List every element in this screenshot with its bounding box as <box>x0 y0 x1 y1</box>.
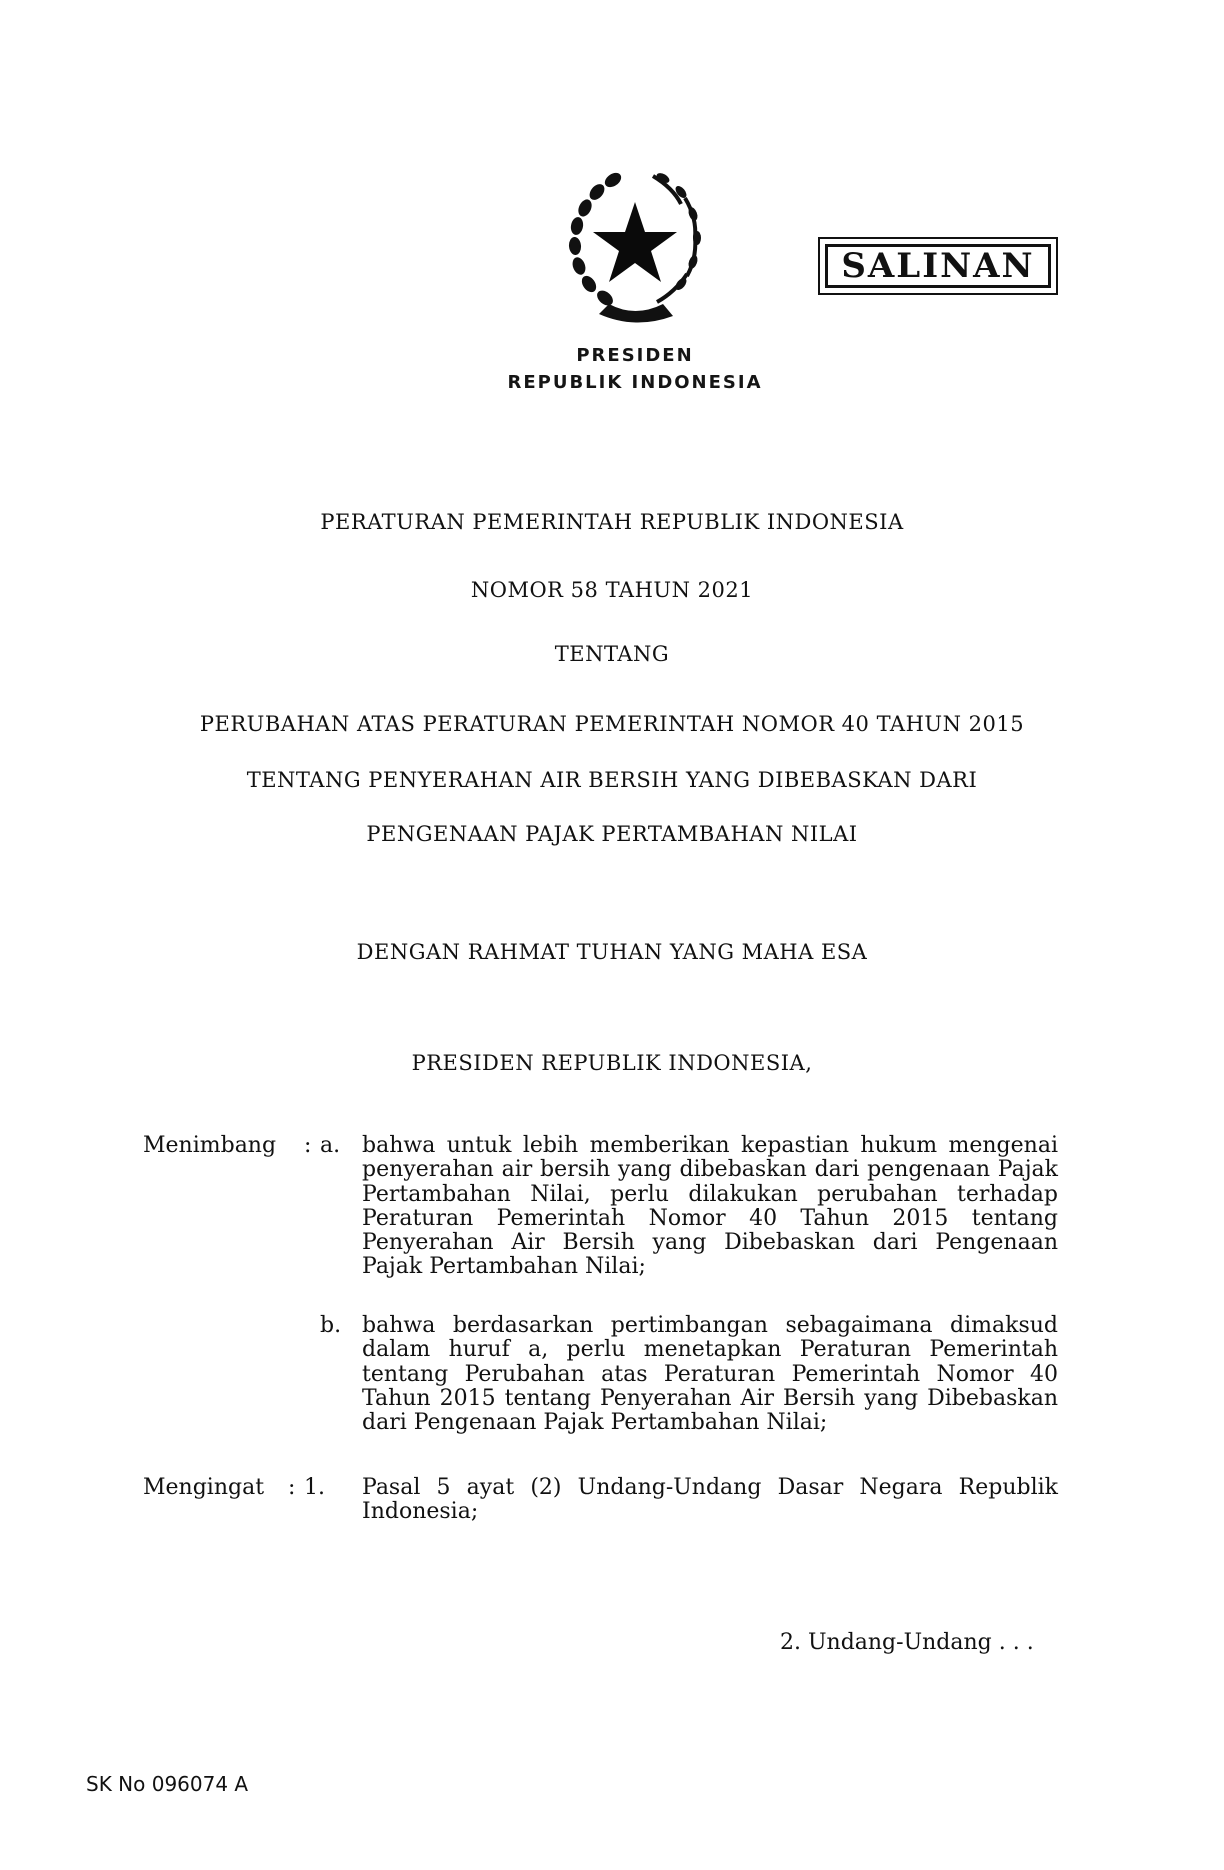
salinan-stamp-label: SALINAN <box>825 244 1051 288</box>
next-page-reference: 2. Undang-Undang . . . <box>780 1630 1034 1655</box>
preamble-presiden: PRESIDEN REPUBLIK INDONESIA, <box>411 1051 813 1075</box>
mengingat-marker-1: 1. <box>304 1475 325 1500</box>
menimbang-marker-b: b. <box>320 1313 342 1338</box>
title-subject-line3: PENGENAAN PAJAK PERTAMBAHAN NILAI <box>366 822 858 846</box>
salinan-stamp <box>818 237 1058 295</box>
menimbang-item-a: bahwa untuk lebih memberikan kepastian hukum mengenai penyerahan air bersih yang dibebaskan dari pengenaan Pajak Pertambahan Nilai, perlu dilakukan perubahan terhadap Peraturan Pemerintah Nomor 40 Tahun 2015 tentang Penyerahan Air Bersih yang Dibebaskan dari Pengenaan Pajak Pertambahan Nilai; <box>362 1133 1058 1280</box>
menimbang-label: Menimbang <box>143 1133 277 1158</box>
garuda-star-emblem-icon <box>545 158 725 330</box>
emblem-caption-presiden: PRESIDEN <box>576 345 694 366</box>
title-subject-line1: PERUBAHAN ATAS PERATURAN PEMERINTAH NOMOR 40 TAHUN 2015 <box>199 712 1025 736</box>
title-number: NOMOR 58 TAHUN 2021 <box>470 578 754 602</box>
mengingat-colon: : <box>288 1475 296 1500</box>
preamble-rahmat: DENGAN RAHMAT TUHAN YANG MAHA ESA <box>356 940 868 964</box>
mengingat-label: Mengingat <box>143 1475 265 1500</box>
presidential-emblem <box>545 158 725 330</box>
menimbang-item-b: bahwa berdasarkan pertimbangan sebagaimana dimaksud dalam huruf a, perlu menetapkan Peraturan Pemerintah tentang Perubahan atas Peraturan Pemerintah Nomor 40 Tahun 2015 tentang Penyerahan Air Bersih yang Dibebaskan dari Pengenaan Pajak Pertambahan Nilai; <box>362 1313 1058 1436</box>
menimbang-colon: : <box>304 1133 312 1158</box>
title-regulation: PERATURAN PEMERINTAH REPUBLIK INDONESIA <box>320 510 904 534</box>
emblem-caption-republik: REPUBLIK INDONESIA <box>507 372 763 393</box>
sk-number: SK No 096074 A <box>86 1772 249 1796</box>
title-subject-line2: TENTANG PENYERAHAN AIR BERSIH YANG DIBEBASKAN DARI <box>246 768 978 792</box>
menimbang-marker-a: a. <box>320 1133 341 1158</box>
title-tentang: TENTANG <box>554 642 670 666</box>
mengingat-item-1: Pasal 5 ayat (2) Undang-Undang Dasar Negara Republik Indonesia; <box>362 1475 1058 1525</box>
